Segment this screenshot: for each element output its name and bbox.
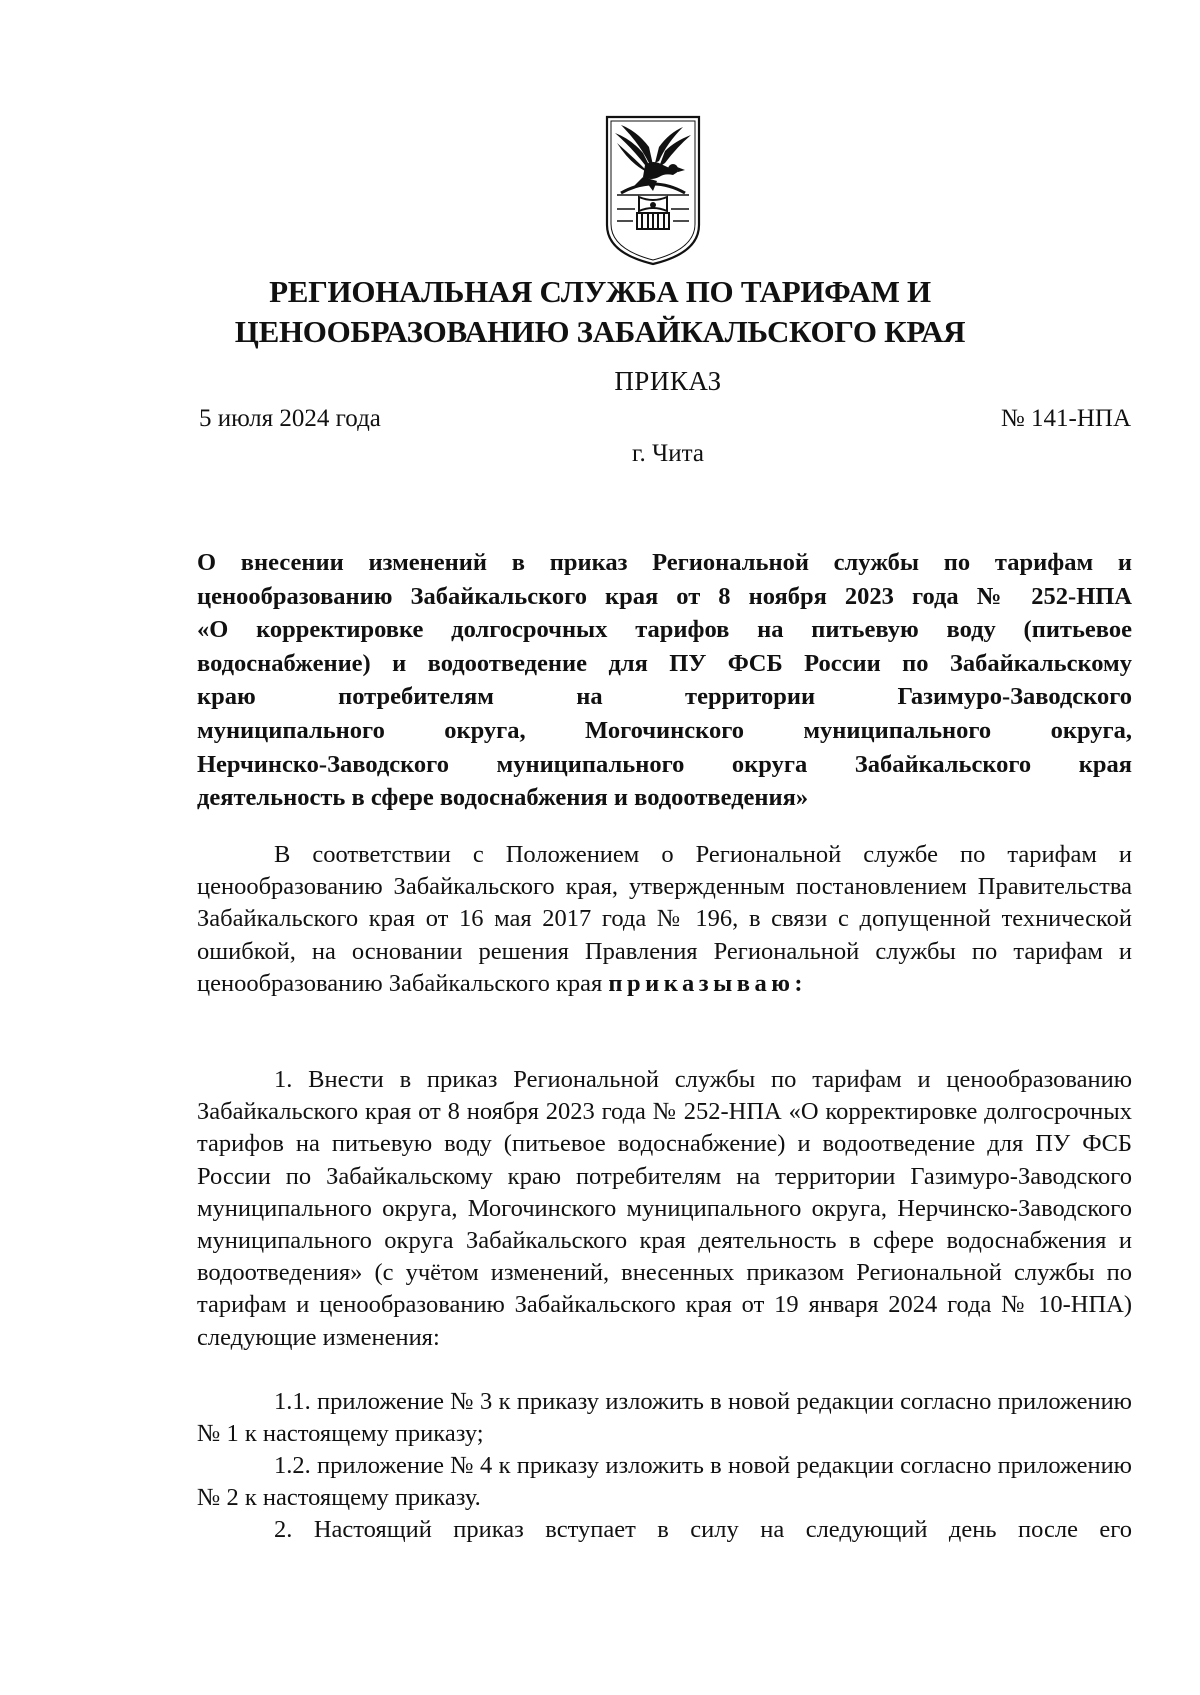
subject-line: Нерчинско-Заводского муниципального округа Забайкальского края (197, 750, 1132, 778)
document-number: № 141-НПА (1000, 405, 1131, 432)
subject-line: краю потребителям на территории Газимуро-Заводского (197, 683, 1132, 711)
document-date: 5 июля 2024 года (199, 405, 381, 432)
org-title-line-1: РЕГИОНАЛЬНАЯ СЛУЖБА ПО ТАРИФАМ И (269, 274, 931, 309)
subject-line: деятельность в сфере водоснабжения и водоотведения» (197, 784, 809, 812)
subject-line: ценообразованию Забайкальского края от 8 ноября 2023 года № 252-НПА (197, 582, 1132, 610)
order-word: приказываю: (608, 969, 808, 997)
item-1-text: 1. Внести в приказ Региональной службы по тарифам и ценообразованию Забайкальского края от 8 ноября 2023 года № 252-НПА «О корректировке долгосрочных тарифов на питьевую воду (питьевое водоснабжение) и водоотведение для ПУ ФСБ России по Забайкальскому краю потребителям на территории Газимуро-Заводского муниципального округа, Могочинского муниципального округа, Нерчинско-Заводского муниципального округа Забайкальского края деятельность в сфере водоснабжения и водоотведения» (с учётом изменений, внесенных приказом Региональной службы по тарифам и ценообразованию Забайкальского края от 19 января 2024 года № 10-НПА) следующие изменения: (197, 1066, 1132, 1351)
subject-line: водоснабжение) и водоотведение для ПУ ФСБ России по Забайкальскому (197, 649, 1132, 677)
coat-of-arms-icon (603, 113, 703, 268)
document-type: ПРИКАЗ (614, 366, 722, 396)
coat-of-arms-svg (603, 113, 703, 268)
document-city: г. Чита (632, 440, 704, 467)
subject-line: «О корректировке долгосрочных тарифов на питьевую воду (питьевое (197, 616, 1132, 644)
item-1-paragraph (197, 1064, 1132, 1354)
item-2-text: 2. Настоящий приказ вступает в силу на следующий день после его (274, 1516, 1132, 1543)
item-2-paragraph (197, 1514, 1132, 1546)
item-1-1-paragraph (197, 1386, 1132, 1450)
item-1-1-text: 1.1. приложение № 3 к приказу изложить в новой редакции согласно приложению № 1 к настоящему приказу; (197, 1388, 1132, 1448)
subject-line: муниципального округа, Могочинского муниципального округа, (197, 716, 1132, 744)
org-title-line-2: ЦЕНООБРАЗОВАНИЮ ЗАБАЙКАЛЬСКОГО КРАЯ (234, 314, 966, 349)
item-1-2-paragraph (197, 1450, 1132, 1514)
document-subject (197, 546, 1132, 815)
subject-line: О внесении изменений в приказ Региональной службы по тарифам и (197, 549, 1132, 576)
preamble-text: В соответствии с Положением о Региональной службе по тарифам и ценообразованию Забайкальского края, утвержденным постановлением Правительства Забайкальского края от 16 мая 2017 года № 196, в связи с допущенной технической ошибкой, на основании решения Правления Региональной службы по тарифам и ценообразованию Забайкальского края (197, 841, 1132, 997)
preamble-paragraph (197, 839, 1132, 1000)
item-1-2-text: 1.2. приложение № 4 к приказу изложить в новой редакции согласно приложению № 2 к настоящему приказу. (197, 1452, 1132, 1512)
